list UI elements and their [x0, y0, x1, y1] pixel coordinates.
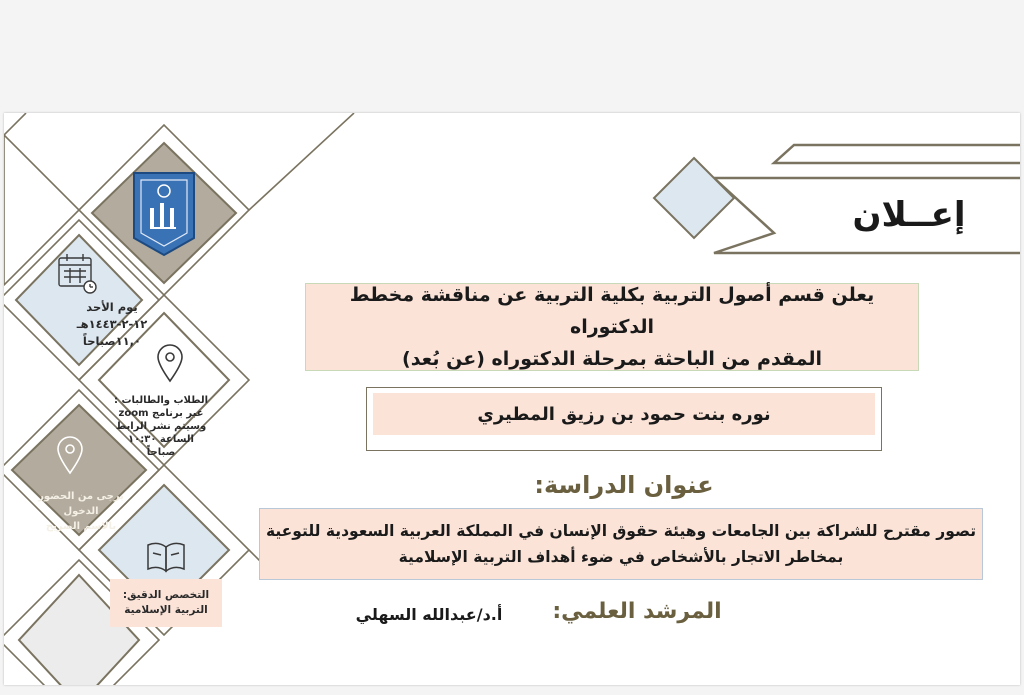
attendance-line-3: وسيتم نشر الرابط — [115, 421, 207, 432]
note-line-2: الدخول — [63, 506, 99, 517]
attendance-line-5: صباحاً — [146, 447, 176, 458]
page-title: إعــلان — [852, 195, 966, 235]
date-time: ١١,٠صباحاً — [82, 334, 142, 348]
researcher-name: نوره بنت حمود بن رزيق المطيري — [373, 393, 875, 435]
attendance-line-4: الساعة ١٠:٣٠ — [128, 434, 194, 445]
announcement-card — [4, 113, 1020, 685]
specialization-box — [110, 579, 222, 627]
study-title-box — [259, 508, 983, 580]
advisor-label: المرشد العلمي: — [552, 598, 722, 624]
university-logo-icon — [134, 173, 194, 255]
note-line-3: بالاسم الصريح — [45, 521, 117, 532]
study-title-line-2: بمخاطر الاتجار بالأشخاص في ضوء أهداف التربية الإسلامية — [398, 548, 844, 566]
title-diamond — [654, 158, 734, 238]
announcement-line-2: المقدم من الباحثة بمرحلة الدكتوراه (عن بُعد) — [402, 348, 822, 370]
announcement-box — [305, 283, 919, 371]
attendance-line-1: الطلاب والطالبات : — [113, 395, 209, 406]
attendance-info — [100, 394, 222, 459]
announcement-line-1: يعلن قسم أصول التربية بكلية التربية عن مناقشة مخطط الدكتوراه — [349, 284, 875, 338]
date-value: ١٢-٢-١٤٤٣هـ — [76, 317, 148, 331]
advisor-name: أ.د/عبدالله السهلي — [355, 604, 503, 624]
researcher-frame — [366, 387, 882, 451]
specialization-label: التخصص الدقيق: — [122, 589, 210, 601]
date-day: يوم الأحد — [86, 300, 138, 314]
date-info — [62, 299, 162, 350]
specialization-value: التربية الإسلامية — [124, 604, 208, 616]
note-line-1: يرجى من الحضور — [38, 491, 124, 502]
attendance-note — [26, 489, 136, 534]
attendance-line-2: عبر برنامج zoom — [118, 408, 204, 419]
study-title-label: عنوان الدراسة: — [534, 471, 714, 499]
study-title-line-1: تصور مقترح للشراكة بين الجامعات وهيئة حقوق الإنسان في المملكة العربية السعودية للتوعية — [265, 522, 977, 540]
